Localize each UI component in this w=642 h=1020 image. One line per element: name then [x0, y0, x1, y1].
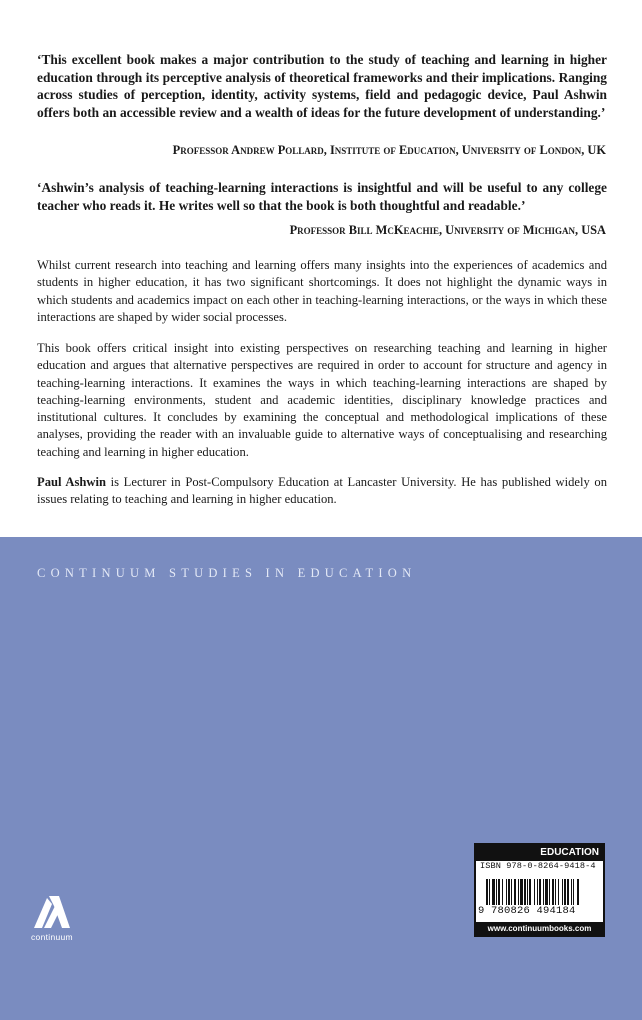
- review-attribution-1: Professor Andrew Pollard, Institute of Education, University of London, UK: [172, 143, 606, 157]
- publisher-website: www.continuumbooks.com: [476, 922, 603, 935]
- subject-label: EDUCATION: [476, 845, 603, 861]
- review-quote-2: ‘Ashwin’s analysis of teaching-learning interactions is insightful and will be useful to any college teacher who reads it. He writes well so that the book is both thoughtful and readable.’: [37, 180, 607, 213]
- cover-lower-panel: [0, 537, 642, 1020]
- author-bio-text: is Lecturer in Post-Compulsory Education at Lancaster University. He has published widely on issues relating to teaching and learning in higher education.: [37, 475, 607, 507]
- review-quote-1: ‘This excellent book makes a major contribution to the study of teaching and learning in higher education through its perceptive analysis of theoretical frameworks and their implications. Ranging across studies of perception, identity, activity systems, field and pedagogic device, Paul Ashwin offers both an accessible review and a wealth of ideas for the future development of understanding.’: [37, 52, 607, 120]
- barcode-number: 9 780826 494184: [478, 905, 603, 917]
- author-bio: [37, 474, 607, 509]
- series-title: CONTINUUM STUDIES IN EDUCATION: [37, 566, 417, 580]
- description-paragraph-2: This book offers critical insight into existing perspectives on researching teaching and learning in higher education and argues that alternative perspectives are required in order to account for structure and agency in teaching-learning interactions. It examines the ways in which teaching-learning interactions are shaped by teaching-learning environments, student and academic identities, disciplinary knowledge practices and institutional cultures. It concludes by examining the conceptual and methodological implications of these analyses, providing the reader with an invaluable guide to alternative ways of conceptualising and researching teaching and learning in higher education.: [37, 341, 607, 459]
- description-paragraph-1: Whilst current research into teaching and learning offers many insights into the experiences of academics and students in higher education, it has two significant shortcomings. It does not highlight the dynamic ways in which students and academics impact on each other in teaching-learning interactions, or the ways in which these interactions are shaped by wider social processes.: [37, 258, 607, 324]
- continuum-logo-icon: [29, 894, 89, 936]
- isbn-text: ISBN 978-0-8264-9418-4: [480, 861, 596, 871]
- author-name: Paul Ashwin: [37, 475, 107, 489]
- publisher-logo-text: continuum: [31, 932, 73, 942]
- review-attribution-2: Professor Bill McKeachie, University of Michigan, USA: [289, 223, 606, 237]
- barcode-box: [474, 843, 605, 937]
- publisher-logo: [29, 894, 89, 954]
